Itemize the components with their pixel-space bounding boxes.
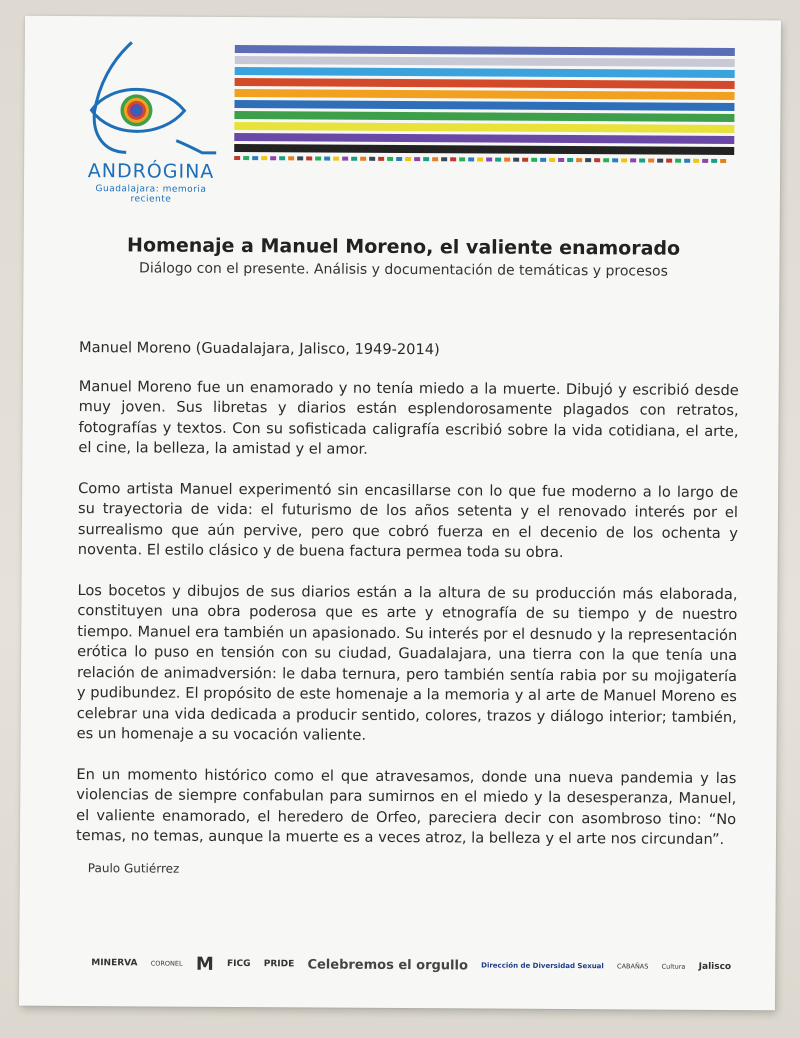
- color-dash: [261, 156, 267, 160]
- color-dash: [558, 158, 564, 162]
- color-stripe: [235, 45, 735, 56]
- color-dash: [621, 158, 627, 162]
- color-dash: [414, 157, 420, 161]
- page-subtitle: Diálogo con el presente. Análisis y documentación de temáticas y procesos: [139, 260, 668, 280]
- color-dash: [432, 157, 438, 161]
- color-dash: [459, 157, 465, 161]
- color-dash: [387, 157, 393, 161]
- color-stripe: [234, 100, 734, 111]
- color-dash: [279, 156, 285, 160]
- color-dash: [684, 159, 690, 163]
- color-dash: [531, 158, 537, 162]
- color-dash: [441, 157, 447, 161]
- color-stripes: [234, 45, 735, 164]
- color-dash: [378, 157, 384, 161]
- color-dash: [369, 157, 375, 161]
- intro-line: Manuel Moreno (Guadalajara, Jalisco, 1949-2014): [78, 339, 440, 359]
- color-dash: [549, 158, 555, 162]
- color-stripe: [235, 78, 735, 89]
- color-dash: [513, 158, 519, 162]
- color-dash: [720, 159, 726, 163]
- color-dash: [603, 158, 609, 162]
- color-dash: [288, 156, 294, 160]
- author-signature: Paulo Gutiérrez: [87, 861, 180, 876]
- color-dash: [342, 157, 348, 161]
- sponsor-pride: PRIDE: [263, 959, 295, 970]
- color-dash: [468, 157, 474, 161]
- color-dash: [306, 156, 312, 160]
- color-dash: [333, 157, 339, 161]
- color-dash: [522, 158, 528, 162]
- color-dash: [477, 157, 483, 161]
- color-stripe: [235, 56, 735, 67]
- color-stripe: [234, 111, 734, 122]
- color-dash: [252, 156, 258, 160]
- sponsor-minerva: MINERVA: [91, 958, 138, 969]
- color-dash: [504, 158, 510, 162]
- sponsor-cabanas: CABAÑAS: [617, 962, 649, 971]
- color-dash: [495, 158, 501, 162]
- color-dash: [639, 158, 645, 162]
- paragraph-2: Como artista Manuel experimentó sin encasillarse con lo que fue moderno a lo largo de su trayectoria de vida: el futurismo de los años setenta y el renovado interés por el surrealismo que aún pervive, pero que cobró fuerza en el decenio de los ochenta y noventa. El estilo clásico y de buena factura permea toda su obra.: [77, 479, 739, 561]
- color-dash: [657, 159, 663, 163]
- paragraph-1: Manuel Moreno fue un enamorado y no tenía miedo a la muerte. Dibujó y escribió desde muy joven. Sus libretas y diarios están esplendorosamente plagados con retratos, fotografías y textos. Con su sofisticada caligrafía escribió sobre la vida cotidiana, el arte, el cine, la belleza, la amistad y el amor.: [78, 377, 739, 458]
- color-dash: [612, 158, 618, 162]
- color-stripe: [235, 89, 735, 100]
- color-dash: [675, 159, 681, 163]
- color-dash: [585, 158, 591, 162]
- color-dash: [396, 157, 402, 161]
- color-dash: [423, 157, 429, 161]
- color-dash: [450, 157, 456, 161]
- color-dash: [711, 159, 717, 163]
- color-stripe: [234, 133, 734, 144]
- sponsor-coronel: CORONEL: [150, 959, 183, 968]
- color-dash: [324, 157, 330, 161]
- color-dash: [630, 158, 636, 162]
- color-stripe: [235, 67, 735, 78]
- color-dash: [270, 156, 276, 160]
- color-dash: [243, 156, 249, 160]
- dash-row: [234, 156, 734, 164]
- color-dash: [594, 158, 600, 162]
- color-stripe: [234, 122, 734, 133]
- color-dash: [702, 159, 708, 163]
- color-dash: [486, 158, 492, 162]
- sponsor-logos: [91, 948, 731, 982]
- sponsor-m: M: [195, 953, 214, 975]
- color-dash: [405, 157, 411, 161]
- color-dash: [567, 158, 573, 162]
- color-dash: [234, 156, 240, 160]
- color-dash: [351, 157, 357, 161]
- logo-wordmark: ANDRÓGINA: [87, 160, 215, 183]
- color-dash: [297, 156, 303, 160]
- sponsor-orgullo: Celebremos el orgullo: [307, 956, 468, 973]
- sponsor-ficg: FICG: [226, 958, 251, 970]
- paragraph-4: En un momento histórico como el que atravesamos, donde una nueva pandemia y las violencias de siempre confabulan para sumirnos en el miedo y la desesperanza, Manuel, el valiente enamorado, el heredero de Orfeo, pareciera decir con asombroso tino: “No temas, no temas, aunque la muerte es a veces atroz, la belleza y el arte nos circundan”.: [75, 765, 737, 848]
- paragraph-3: Los bocetos y dibujos de sus diarios están a la altura de su producción más elaborada, constituyen una obra poderosa que es arte y etnografía de su tiempo y de nuestro tiempo. Manuel era también un apasionado. Su interés por el desnudo y la representación erótica lo puso en tensión con su ciudad, Guadalajara, una tierra con la que tenía una relación de animadversión: le daba ternura, pero también sentía rabia por su mojigatería y pudibundez. El propósito de este homenaje a la memoria y al arte de Manuel Moreno es celebrar una vida dedicada a producir sentido, colores, trazos y diálogo interior; también, es un homenaje a su vocación valiente.: [76, 581, 738, 744]
- poster-sheet: [19, 16, 781, 1011]
- color-stripe: [234, 144, 734, 155]
- color-dash: [315, 156, 321, 160]
- color-dash: [360, 157, 366, 161]
- color-dash: [576, 158, 582, 162]
- androgina-logo: [76, 40, 227, 205]
- page-title: Homenaje a Manuel Moreno, el valiente enamorado: [127, 234, 681, 260]
- color-dash: [540, 158, 546, 162]
- sponsor-cultura: Cultura: [661, 962, 686, 971]
- eye-logo-icon: [76, 40, 227, 166]
- color-dash: [666, 159, 672, 163]
- sponsor-diversidad: Dirección de Diversidad Sexual: [481, 961, 604, 971]
- sponsor-jalisco: Jalisco: [698, 961, 732, 973]
- header: [83, 234, 723, 280]
- logo-tagline: Guadalajara: memoria reciente: [95, 184, 207, 205]
- color-dash: [648, 159, 654, 163]
- article-body: [76, 338, 739, 871]
- color-dash: [693, 159, 699, 163]
